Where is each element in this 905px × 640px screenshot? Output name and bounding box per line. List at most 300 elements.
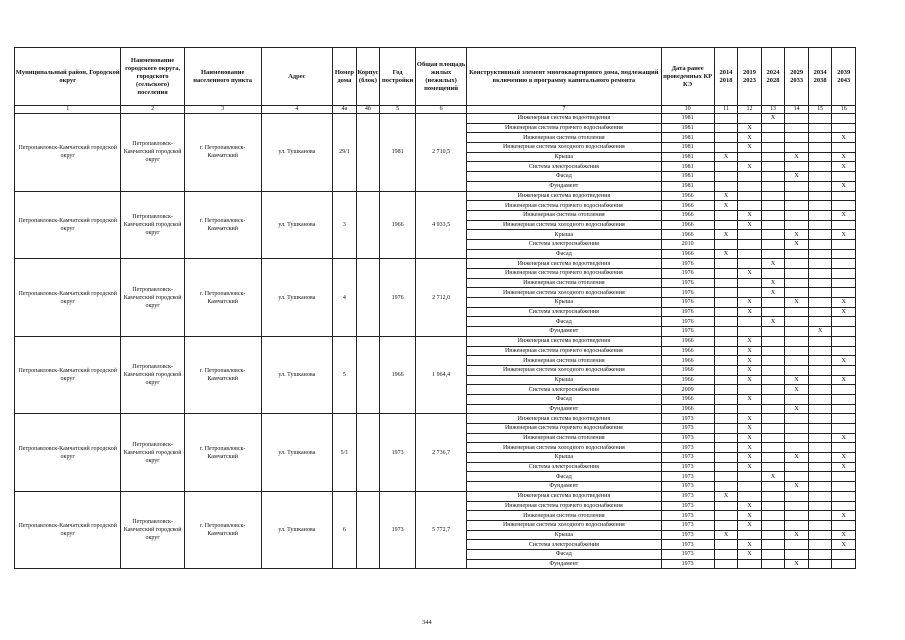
period-mark-cell [785,269,809,279]
period-mark-cell [808,482,832,492]
period-mark-cell: X [832,181,856,191]
period-mark-cell: X [832,298,856,308]
period-mark-cell [714,356,738,366]
period-mark-cell: X [714,152,738,162]
period-mark-cell [808,530,832,540]
prev-repair-date-cell: 1966 [661,365,714,375]
period-mark-cell: X [785,298,809,308]
element-name-cell: Инженерная система отопления [467,433,661,443]
prev-repair-date-cell: 1981 [661,152,714,162]
locality-cell: г. Петропавловск-Камчатский [184,259,261,337]
period-mark-cell [738,472,762,482]
prev-repair-date-cell: 1966 [661,201,714,211]
house-number-cell: 4 [333,259,357,337]
period-mark-cell: X [714,230,738,240]
prev-repair-date-cell: 1973 [661,414,714,424]
period-mark-cell [785,181,809,191]
period-mark-cell [785,443,809,453]
period-mark-cell [808,210,832,220]
period-mark-cell [714,385,738,395]
element-name-cell: Система электроснабжения [467,307,661,317]
column-number: 16 [832,106,856,114]
period-mark-cell: X [808,327,832,337]
block-cell [356,114,380,192]
period-mark-cell [714,414,738,424]
period-mark-cell [761,307,785,317]
prev-repair-date-cell: 1973 [661,549,714,559]
period-mark-cell [761,404,785,414]
period-mark-cell [714,220,738,230]
period-mark-cell: X [785,375,809,385]
block-cell [356,336,380,414]
period-mark-cell: X [785,453,809,463]
prev-repair-date-cell: 1973 [661,520,714,530]
element-name-cell: Фундамент [467,404,661,414]
element-name-cell: Инженерная система отопления [467,133,661,143]
period-mark-cell [808,520,832,530]
period-mark-cell [761,123,785,133]
element-name-cell: Крыша [467,298,661,308]
element-name-cell: Инженерная система холодного водоснабжения [467,443,661,453]
period-mark-cell: X [738,162,762,172]
table-row [15,336,856,346]
period-mark-cell [808,559,832,569]
header-address: Адрес [261,48,333,106]
period-mark-cell [785,462,809,472]
block-cell [356,414,380,492]
period-mark-cell [785,220,809,230]
period-mark-cell [808,365,832,375]
prev-repair-date-cell: 1973 [661,482,714,492]
column-number: 1 [15,106,121,114]
period-mark-cell [832,259,856,269]
period-mark-cell [808,549,832,559]
period-mark-cell [808,443,832,453]
address-cell: ул. Тушканова [261,259,333,337]
period-mark-cell [714,511,738,521]
element-name-cell: Фасад [467,394,661,404]
prev-repair-date-cell: 1981 [661,181,714,191]
period-mark-cell [808,249,832,259]
area-cell: 2 736,7 [416,414,467,492]
period-mark-cell: X [738,307,762,317]
period-mark-cell [808,491,832,501]
element-name-cell: Система электроснабжения [467,462,661,472]
period-mark-cell [808,298,832,308]
header-period-2039: 2039 2043 [832,48,856,106]
period-mark-cell: X [738,443,762,453]
district-cell: Петропавловск-Камчатский городской округ [15,491,121,569]
period-mark-cell: X [714,249,738,259]
period-mark-cell [738,114,762,124]
period-mark-cell: X [832,511,856,521]
period-mark-cell [714,298,738,308]
period-mark-cell [714,365,738,375]
element-name-cell: Инженерная система горячего водоснабжения [467,501,661,511]
prev-repair-date-cell: 1976 [661,269,714,279]
column-number: 10 [661,106,714,114]
prev-repair-date-cell: 1981 [661,114,714,124]
block-cell [356,191,380,259]
period-mark-cell [785,259,809,269]
district-cell: Петропавловск-Камчатский городской округ [15,114,121,192]
period-mark-cell [832,472,856,482]
period-mark-cell [714,549,738,559]
period-mark-cell [808,394,832,404]
period-mark-cell [832,191,856,201]
period-mark-cell: X [738,511,762,521]
locality-cell: г. Петропавловск-Камчатский [184,114,261,192]
period-mark-cell [714,172,738,182]
period-mark-cell: X [832,210,856,220]
header-block: Корпус (блок) [356,48,380,106]
period-mark-cell [808,346,832,356]
period-mark-cell [808,433,832,443]
element-name-cell: Инженерная система холодного водоснабжения [467,520,661,530]
capital-repair-table [14,47,856,569]
period-mark-cell: X [714,530,738,540]
table-row [15,414,856,424]
prev-repair-date-cell: 1966 [661,249,714,259]
period-mark-cell [761,152,785,162]
period-mark-cell [714,424,738,434]
period-mark-cell [832,278,856,288]
prev-repair-date-cell: 1976 [661,278,714,288]
prev-repair-date-cell: 1976 [661,327,714,337]
prev-repair-date-cell: 1966 [661,230,714,240]
period-mark-cell [761,356,785,366]
period-mark-cell [832,249,856,259]
element-name-cell: Инженерная система водоотведения [467,414,661,424]
period-mark-cell [738,259,762,269]
period-mark-cell [808,259,832,269]
prev-repair-date-cell: 1973 [661,424,714,434]
period-mark-cell [761,385,785,395]
header-settlement: Наименование городского округа, городского (сельского) поселения [121,48,184,106]
settlement-cell: Петропавловск-Камчатский городской округ [121,414,184,492]
period-mark-cell [738,530,762,540]
period-mark-cell [808,453,832,463]
period-mark-cell: X [785,559,809,569]
period-mark-cell [761,239,785,249]
period-mark-cell [738,491,762,501]
period-mark-cell [761,482,785,492]
element-name-cell: Инженерная система горячего водоснабжения [467,346,661,356]
period-mark-cell [808,385,832,395]
column-number: 15 [808,106,832,114]
period-mark-cell [808,172,832,182]
prev-repair-date-cell: 1981 [661,123,714,133]
area-cell: 2 712,0 [416,259,467,337]
prev-repair-date-cell: 1966 [661,210,714,220]
year-built-cell: 1966 [380,336,416,414]
period-mark-cell [785,307,809,317]
block-cell [356,259,380,337]
period-mark-cell: X [738,269,762,279]
column-number-row [15,106,856,114]
prev-repair-date-cell: 1976 [661,298,714,308]
period-mark-cell: X [785,172,809,182]
element-name-cell: Инженерная система водоотведения [467,336,661,346]
prev-repair-date-cell: 1973 [661,433,714,443]
period-mark-cell [738,559,762,569]
period-mark-cell [832,346,856,356]
element-name-cell: Инженерная система отопления [467,356,661,366]
period-mark-cell [785,191,809,201]
period-mark-cell [832,143,856,153]
period-mark-cell [808,162,832,172]
period-mark-cell [761,394,785,404]
period-mark-cell [808,404,832,414]
period-mark-cell [808,375,832,385]
period-mark-cell [785,414,809,424]
element-name-cell: Инженерная система горячего водоснабжения [467,269,661,279]
table-row [15,491,856,501]
period-mark-cell [832,482,856,492]
prev-repair-date-cell: 1981 [661,162,714,172]
prev-repair-date-cell: 1966 [661,394,714,404]
period-mark-cell [738,317,762,327]
period-mark-cell [832,394,856,404]
header-house-number: Номер дома [333,48,357,106]
settlement-cell: Петропавловск-Камчатский городской округ [121,336,184,414]
locality-cell: г. Петропавловск-Камчатский [184,336,261,414]
element-name-cell: Система электроснабжения [467,385,661,395]
period-mark-cell [714,559,738,569]
element-name-cell: Инженерная система водоотведения [467,191,661,201]
element-name-cell: Инженерная система отопления [467,511,661,521]
period-mark-cell: X [832,433,856,443]
address-cell: ул. Тушканова [261,114,333,192]
period-mark-cell [738,201,762,211]
period-mark-cell: X [738,356,762,366]
element-name-cell: Фундамент [467,559,661,569]
period-mark-cell [785,288,809,298]
period-mark-cell [714,307,738,317]
period-mark-cell: X [832,453,856,463]
period-mark-cell [738,385,762,395]
period-mark-cell [785,133,809,143]
period-mark-cell [761,327,785,337]
column-number: 7 [467,106,661,114]
period-mark-cell [808,540,832,550]
period-mark-cell [761,433,785,443]
element-name-cell: Инженерная система водоотведения [467,259,661,269]
address-cell: ул. Тушканова [261,336,333,414]
district-cell: Петропавловск-Камчатский городской округ [15,336,121,414]
prev-repair-date-cell: 1976 [661,307,714,317]
period-mark-cell [714,443,738,453]
period-mark-cell [785,433,809,443]
period-mark-cell: X [832,375,856,385]
year-built-cell: 1976 [380,259,416,337]
period-mark-cell [832,269,856,279]
period-mark-cell [738,288,762,298]
period-mark-cell [785,491,809,501]
period-mark-cell [832,414,856,424]
period-mark-cell [808,336,832,346]
period-mark-cell: X [761,317,785,327]
settlement-cell: Петропавловск-Камчатский городской округ [121,191,184,259]
element-name-cell: Фасад [467,172,661,182]
prev-repair-date-cell: 1966 [661,404,714,414]
period-mark-cell [785,336,809,346]
prev-repair-date-cell: 1966 [661,346,714,356]
period-mark-cell: X [785,404,809,414]
period-mark-cell [808,230,832,240]
prev-repair-date-cell: 1966 [661,220,714,230]
block-cell [356,491,380,569]
settlement-cell: Петропавловск-Камчатский городской округ [121,114,184,192]
district-cell: Петропавловск-Камчатский городской округ [15,414,121,492]
prev-repair-date-cell: 1973 [661,511,714,521]
period-mark-cell [738,327,762,337]
period-mark-cell: X [761,472,785,482]
locality-cell: г. Петропавловск-Камчатский [184,414,261,492]
period-mark-cell [832,336,856,346]
period-mark-cell: X [761,288,785,298]
period-mark-cell [785,365,809,375]
period-mark-cell [714,482,738,492]
period-mark-cell [808,317,832,327]
period-mark-cell [761,162,785,172]
column-number: 11 [714,106,738,114]
period-mark-cell [808,201,832,211]
period-mark-cell [714,327,738,337]
period-mark-cell [714,453,738,463]
period-mark-cell [714,394,738,404]
period-mark-cell [785,501,809,511]
period-mark-cell [761,346,785,356]
period-mark-cell [714,375,738,385]
column-number: 4 [261,106,333,114]
element-name-cell: Фундамент [467,327,661,337]
period-mark-cell [761,210,785,220]
period-mark-cell [714,143,738,153]
prev-repair-date-cell: 1976 [661,317,714,327]
period-mark-cell: X [761,259,785,269]
period-mark-cell [761,249,785,259]
table-body [15,114,856,569]
period-mark-cell: X [761,278,785,288]
prev-repair-date-cell: 2010 [661,239,714,249]
element-name-cell: Система электроснабжения [467,540,661,550]
period-mark-cell: X [738,365,762,375]
settlement-cell: Петропавловск-Камчатский городской округ [121,259,184,337]
year-built-cell: 1981 [380,114,416,192]
period-mark-cell [808,307,832,317]
period-mark-cell [761,540,785,550]
period-mark-cell [714,520,738,530]
period-mark-cell: X [738,433,762,443]
table-row [15,259,856,269]
element-name-cell: Фундамент [467,181,661,191]
period-mark-cell [785,317,809,327]
column-number: 2 [121,106,184,114]
period-mark-cell [738,181,762,191]
period-mark-cell [832,549,856,559]
period-mark-cell [832,327,856,337]
prev-repair-date-cell: 1973 [661,491,714,501]
period-mark-cell: X [832,540,856,550]
prev-repair-date-cell: 1966 [661,356,714,366]
period-mark-cell [738,172,762,182]
element-name-cell: Крыша [467,530,661,540]
period-mark-cell: X [761,114,785,124]
element-name-cell: Инженерная система холодного водоснабжения [467,143,661,153]
period-mark-cell [832,491,856,501]
prev-repair-date-cell: 1966 [661,336,714,346]
address-cell: ул. Тушканова [261,491,333,569]
period-mark-cell [714,259,738,269]
period-mark-cell: X [832,356,856,366]
period-mark-cell [761,559,785,569]
element-name-cell: Инженерная система водоотведения [467,114,661,124]
period-mark-cell [785,472,809,482]
period-mark-cell: X [832,462,856,472]
period-mark-cell [808,191,832,201]
prev-repair-date-cell: 1981 [661,133,714,143]
house-number-cell: 29/1 [333,114,357,192]
period-mark-cell [808,220,832,230]
period-mark-cell [785,249,809,259]
period-mark-cell: X [785,385,809,395]
header-row [15,48,856,106]
header-period-2019: 2019 2023 [738,48,762,106]
period-mark-cell [714,239,738,249]
column-number: 13 [761,106,785,114]
period-mark-cell [832,501,856,511]
period-mark-cell [832,172,856,182]
period-mark-cell [832,220,856,230]
year-built-cell: 1966 [380,191,416,259]
period-mark-cell [761,298,785,308]
prev-repair-date-cell: 1976 [661,259,714,269]
house-number-cell: 3 [333,191,357,259]
element-name-cell: Крыша [467,375,661,385]
column-number: 4б [356,106,380,114]
prev-repair-date-cell: 1973 [661,462,714,472]
prev-repair-date-cell: 1966 [661,375,714,385]
period-mark-cell [761,511,785,521]
element-name-cell: Инженерная система горячего водоснабжения [467,123,661,133]
period-mark-cell: X [832,152,856,162]
period-mark-cell [785,210,809,220]
period-mark-cell [832,404,856,414]
period-mark-cell [714,162,738,172]
period-mark-cell [714,210,738,220]
year-built-cell: 1973 [380,491,416,569]
period-mark-cell [714,540,738,550]
period-mark-cell [808,414,832,424]
house-number-cell: 5/1 [333,414,357,492]
period-mark-cell [761,530,785,540]
period-mark-cell: X [738,520,762,530]
period-mark-cell [761,375,785,385]
period-mark-cell [808,143,832,153]
period-mark-cell [832,443,856,453]
period-mark-cell [785,278,809,288]
header-period-2029: 2029 2033 [785,48,809,106]
period-mark-cell [785,356,809,366]
column-number: 12 [738,106,762,114]
period-mark-cell [761,501,785,511]
period-mark-cell [761,414,785,424]
element-name-cell: Фундамент [467,482,661,492]
element-name-cell: Инженерная система холодного водоснабжения [467,288,661,298]
prev-repair-date-cell: 1973 [661,453,714,463]
period-mark-cell [808,239,832,249]
